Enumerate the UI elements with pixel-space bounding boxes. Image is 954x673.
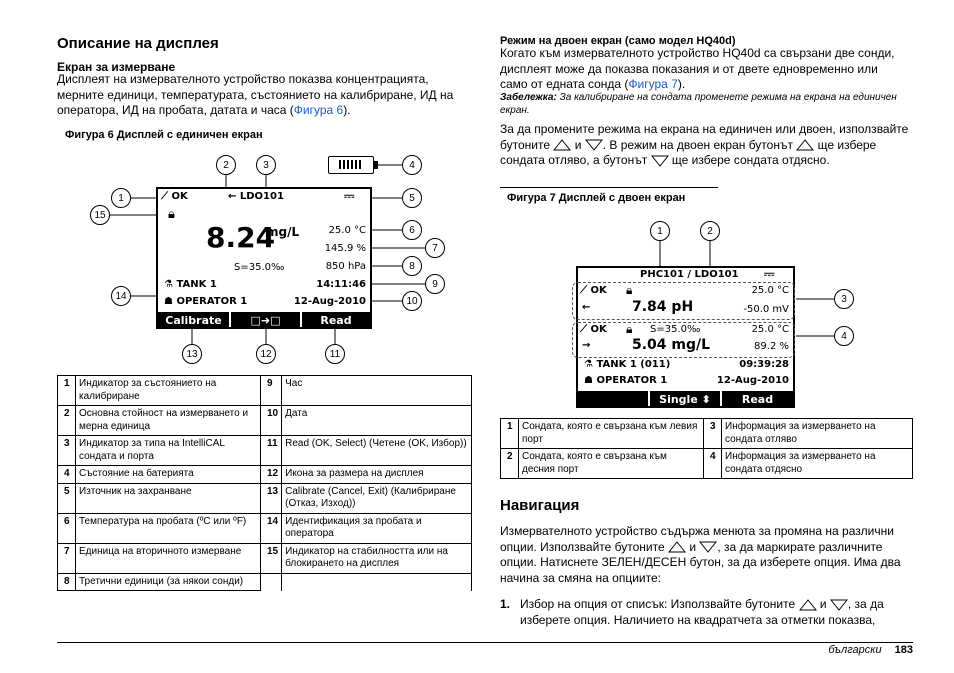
down-arrow-icon: [830, 599, 848, 611]
main-value: 8.24: [206, 221, 276, 254]
subsection-title: Екран за измерване: [57, 60, 176, 74]
callout-1: 1: [650, 221, 670, 241]
up-arrow-icon: [799, 599, 817, 611]
section-title: Описание на дисплея: [57, 35, 219, 52]
callout-9: 9: [425, 274, 445, 294]
legend-row: 3 Индикатор за типа на IntelliCAL сондата и порта 11 Read (OK, Select) (Четене (OK, Избор)): [58, 436, 472, 466]
time: 09:39:28: [739, 359, 789, 370]
main-unit: mg/L: [266, 225, 300, 239]
footer-language: български: [828, 644, 882, 656]
sample-id: ⚗ TANK 1 (011): [584, 359, 671, 370]
callout-6: 6: [402, 220, 422, 240]
salinity: S=35.0‰: [650, 324, 701, 335]
step-1-text: Избор на опция от списък: Използвайте бутоните и , за да изберете опция. Наличието на квадратчета за отметки показва,: [520, 597, 884, 627]
dual-screen-display: [576, 266, 795, 408]
navigation-paragraph: Измервателното устройство съдържа менюта за промяна на различни опции. Използвайте бутоните и , за да маркирате различните опции. Натиснете ЗЕЛЕН/ДЕСЕН бутон, за да изберете опция. Има два начина за смяна на опциите:: [500, 524, 901, 585]
tertiary-unit: 850 hPa: [325, 261, 366, 272]
callout-15: 15: [90, 205, 110, 225]
legend-row: 2 Сондата, която е свързана към десния порт 4 Информация за измерването на сондата отдясно: [501, 449, 913, 479]
callout-2: 2: [216, 155, 236, 175]
callout-4: 4: [834, 326, 854, 346]
page-number: 183: [894, 644, 913, 656]
figure-7-legend: [500, 418, 913, 479]
operator-id: ☗ OPERATOR 1: [164, 296, 248, 307]
calibration-status-right: ⟋ OK: [580, 324, 607, 335]
read-button[interactable]: Read: [722, 391, 793, 408]
callout-12: 12: [256, 344, 276, 364]
probe-port: ← LDO101: [228, 191, 284, 202]
date: 12-Aug-2010: [293, 296, 366, 307]
dual-mode-paragraph: Когато към измервателното устройство HQ40d са свързани две сонди, дисплеят може да показва показания и от двете едновременно или само от едната сонда (Фигура 7).: [500, 46, 895, 91]
value-left: 7.84 pH: [632, 299, 694, 315]
figure-6-link[interactable]: Фигура 6: [293, 103, 344, 117]
callout-3: 3: [256, 155, 276, 175]
callout-4: 4: [402, 155, 422, 175]
callout-7: 7: [425, 238, 445, 258]
calibration-status-left: ⟋ OK: [580, 285, 607, 296]
lock-icon: 🔒︎: [626, 283, 633, 297]
lock-icon: 🔒︎: [626, 322, 633, 336]
callout-14: 14: [111, 286, 131, 306]
legend-row: 2 Основна стойност на измерването и мерна единица 10 Дата: [58, 406, 472, 436]
intro-end: ).: [343, 103, 351, 117]
step-number: 1.: [500, 597, 511, 611]
callout-3: 3: [834, 289, 854, 309]
right-port-arrow: →: [582, 340, 591, 351]
change-mode-paragraph: За да промените режима на екрана на единичен или двоен, използвайте бутоните и . В режим на двоен екран бутонът ще избере сондата отляво, а бутонът ще избере сондата отдясно.: [500, 122, 909, 167]
lock-icon: 🔒︎: [168, 207, 175, 222]
sample-id: ⚗ TANK 1: [164, 279, 217, 290]
callout-10: 10: [402, 291, 422, 311]
callout-1: 1: [111, 188, 131, 208]
down-arrow-icon: [699, 541, 717, 553]
legend-row: 1 Сондата, която е свързана към левия порт 3 Информация за измерването на сондата отляво: [501, 419, 913, 449]
callout-13: 13: [182, 344, 202, 364]
figure-7-link[interactable]: Фигура 7: [628, 77, 678, 91]
temperature-right: 25.0 °C: [751, 324, 789, 335]
calibrate-button[interactable]: Calibrate: [158, 312, 229, 329]
figure-7-caption: Фигура 7 Дисплей с двоен екран: [507, 192, 686, 204]
legend-row: 7 Единица на вторичното измерване 15 Индикатор на стабилността или на блокирането на дисплея: [58, 543, 472, 573]
legend-row: 6 Температура на пробата (ºC или ºF) 14 Идентификация за пробата и оператора: [58, 513, 472, 543]
mv-left: -50.0 mV: [743, 304, 789, 315]
value-right: 5.04 mg/L: [632, 337, 711, 353]
single-button[interactable]: Single ⬍: [650, 391, 720, 408]
legend-row: 8 Третични единици (за някои сонди): [58, 573, 472, 591]
callout-2: 2: [700, 221, 720, 241]
legend-row: 5 Източник на захранване 13 Calibrate (Cancel, Exit) (Калибриране (Отказ, Изход)): [58, 483, 472, 513]
blank-softkey[interactable]: [578, 391, 648, 408]
pct-right: 89.2 %: [754, 341, 789, 352]
footer: [828, 644, 913, 656]
legend-row: 1 Индикатор за състоянието на калибриране 9 Час: [58, 376, 472, 406]
display-size-button[interactable]: □➜□: [231, 312, 300, 329]
read-button[interactable]: Read: [302, 312, 370, 329]
figure-6-caption: Фигура 6 Дисплей с единичен екран: [65, 129, 263, 141]
date: 12-Aug-2010: [716, 375, 789, 386]
temperature-left: 25.0 °C: [751, 285, 789, 296]
power-icon: ⎓: [764, 267, 775, 282]
secondary-unit: 145.9 %: [324, 243, 366, 254]
power-icon: ⎓: [344, 189, 355, 204]
calibration-status: ⟋ OK: [161, 191, 188, 202]
left-port-arrow: ←: [582, 302, 591, 313]
navigation-title: Навигация: [500, 497, 580, 514]
callout-8: 8: [402, 256, 422, 276]
up-arrow-icon: [668, 541, 686, 553]
legend-row: 4 Състояние на батерията 12 Икона за размера на дисплея: [58, 466, 472, 484]
note: Забележка: За калибриране на сондата променете режима на екрана на единичен екран.: [500, 92, 897, 116]
footer-rule: [57, 642, 913, 643]
dual-mode-title: Режим на двоен екран (само модел HQ40d): [500, 35, 736, 47]
callout-11: 11: [325, 344, 345, 364]
intro-text: Дисплеят на измервателното устройство показва концентрацията, мерните единици, температурата, състоянието на калибриране, ИД на оператора, ИД на пробата, датата и часа (: [57, 72, 454, 117]
time: 14:11:46: [316, 279, 366, 290]
salinity: S=35.0‰: [234, 262, 285, 273]
operator-id: ☗ OPERATOR 1: [584, 375, 668, 386]
probe-ports: PHC101 / LDO101: [640, 269, 739, 280]
temperature: 25.0 °C: [328, 225, 366, 236]
callout-5: 5: [402, 188, 422, 208]
